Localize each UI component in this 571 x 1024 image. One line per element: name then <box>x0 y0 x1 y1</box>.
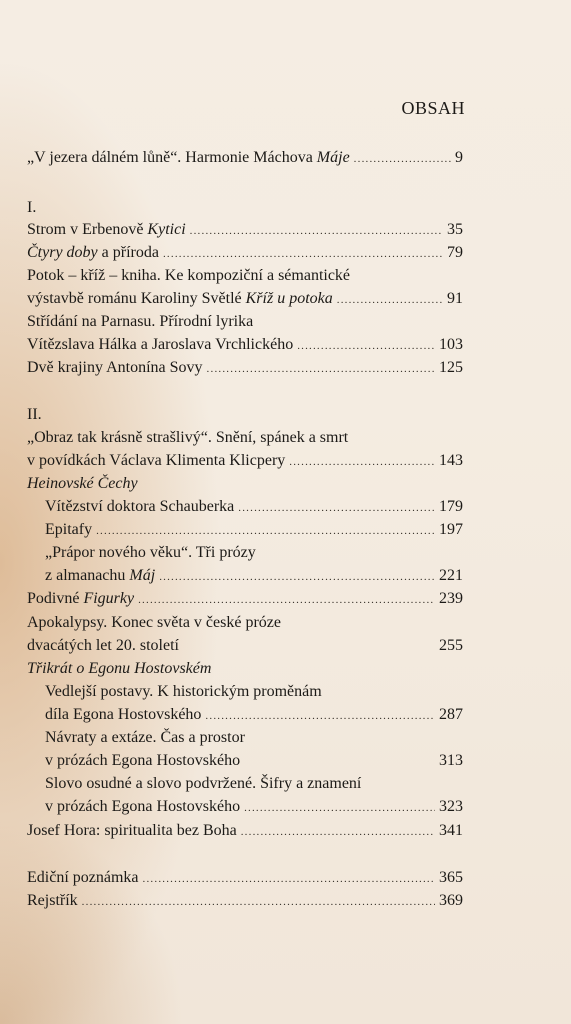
toc-entry-title: z almanachu Máj <box>45 567 156 584</box>
toc-subentry <box>45 749 463 772</box>
part-numeral: I. <box>27 199 37 216</box>
leader-dots <box>205 705 435 728</box>
part-numeral: II. <box>27 406 42 423</box>
toc-entry-title: v prózách Egona Hostovského <box>45 752 241 769</box>
toc-entry-line: „Prápor nového věku“. Tři prózy <box>45 544 256 561</box>
leader-dots <box>337 289 443 312</box>
page-title: OBSAH <box>401 98 465 118</box>
toc-entry-line: „Obraz tak krásně strašlivý“. Snění, spánek a smrt <box>27 429 349 446</box>
toc-subentry <box>45 495 463 518</box>
toc-entry-title: Vítězslava Hálka a Jaroslava Vrchlického <box>27 336 294 353</box>
toc-entry-title: Vítězství doktora Schauberka <box>45 498 235 515</box>
page-number: 255 <box>439 637 463 654</box>
toc-entry-title: Josef Hora: spiritualita bez Boha <box>27 822 237 839</box>
page-number: 287 <box>439 706 463 723</box>
toc-subentry <box>45 564 463 587</box>
toc-entry <box>27 449 463 472</box>
toc-subentry <box>45 795 463 818</box>
toc-entry <box>27 587 463 610</box>
page-number: 313 <box>439 752 463 769</box>
toc-entry-line: Apokalypsy. Konec světa v české próze <box>27 614 281 631</box>
leader-dots <box>143 868 435 891</box>
leader-dots <box>297 335 435 358</box>
page-number: 221 <box>439 567 463 584</box>
toc-entry-index <box>27 889 463 912</box>
toc-group-heading: Třikrát o Egonu Hostovském <box>27 660 212 677</box>
toc-entry-title: Podivné Figurky <box>27 590 135 607</box>
toc-entry-title: „V jezera dálném lůně“. Harmonie Máchova Máje <box>27 149 350 166</box>
toc-entry-title: Dvě krajiny Antonína Sovy <box>27 359 203 376</box>
leader-dots <box>207 358 435 381</box>
page-number: 239 <box>439 590 463 607</box>
page-number: 197 <box>439 521 463 538</box>
toc-group-heading: Heinovské Čechy <box>27 475 138 492</box>
leader-dots <box>289 451 435 474</box>
toc-subentry <box>45 518 463 541</box>
page-number: 341 <box>439 822 463 839</box>
page-number: 125 <box>439 359 463 376</box>
toc-entry-title: v povídkách Václava Klimenta Klicpery <box>27 452 286 469</box>
leader-dots <box>163 243 443 266</box>
toc-entry <box>27 333 463 356</box>
toc-entry <box>27 218 463 241</box>
toc-entry-title: v prózách Egona Hostovského <box>45 798 241 815</box>
toc-entry <box>27 356 463 379</box>
page-number: 91 <box>447 290 463 307</box>
leader-dots <box>244 797 435 820</box>
toc-entry-title: Rejstřík <box>27 892 78 909</box>
leader-dots <box>238 497 435 520</box>
toc-entry-title: Ediční poznámka <box>27 869 139 886</box>
leader-dots <box>96 520 435 543</box>
page-number: 143 <box>439 452 463 469</box>
toc-entry-intro <box>27 146 463 169</box>
leader-dots <box>138 589 435 612</box>
leader-dots <box>241 821 435 844</box>
toc-entry-title: Strom v Erbenově Kytici <box>27 221 186 238</box>
page-number: 103 <box>439 336 463 353</box>
toc-entry-line: Střídání na Parnasu. Přírodní lyrika <box>27 313 254 330</box>
toc-entry-title: díla Egona Hostovského <box>45 706 202 723</box>
toc-entry <box>27 634 463 657</box>
page-number: 35 <box>447 221 463 238</box>
toc-entry-line: Slovo osudné a slovo podvržené. Šifry a znamení <box>45 775 362 792</box>
toc-entry-title: Čtyry doby a příroda <box>27 244 159 261</box>
page-number: 323 <box>439 798 463 815</box>
page-number: 365 <box>439 869 463 886</box>
toc-entry <box>27 819 463 842</box>
leader-dots <box>354 148 451 171</box>
page-number: 79 <box>447 244 463 261</box>
toc-entry-line: Potok – kříž – kniha. Ke kompoziční a sémantické <box>27 267 351 284</box>
page-number: 369 <box>439 892 463 909</box>
toc-entry <box>27 287 463 310</box>
toc-entry-title: Epitafy <box>45 521 93 538</box>
toc-entry-title: dvacátých let 20. století <box>27 637 179 654</box>
toc-entry-title: výstavbě románu Karoliny Světlé Kříž u potoka <box>27 290 333 307</box>
page-number: 179 <box>439 498 463 515</box>
leader-dots <box>190 220 443 243</box>
toc-subentry <box>45 703 463 726</box>
leader-dots <box>159 566 435 589</box>
toc-entry-editorial-note <box>27 866 463 889</box>
toc-entry-line: Návraty a extáze. Čas a prostor <box>45 729 245 746</box>
toc-entry-line: Vedlejší postavy. K historickým proměnám <box>45 683 322 700</box>
leader-dots <box>82 891 435 914</box>
page-number: 9 <box>455 149 463 166</box>
toc-entry <box>27 241 463 264</box>
